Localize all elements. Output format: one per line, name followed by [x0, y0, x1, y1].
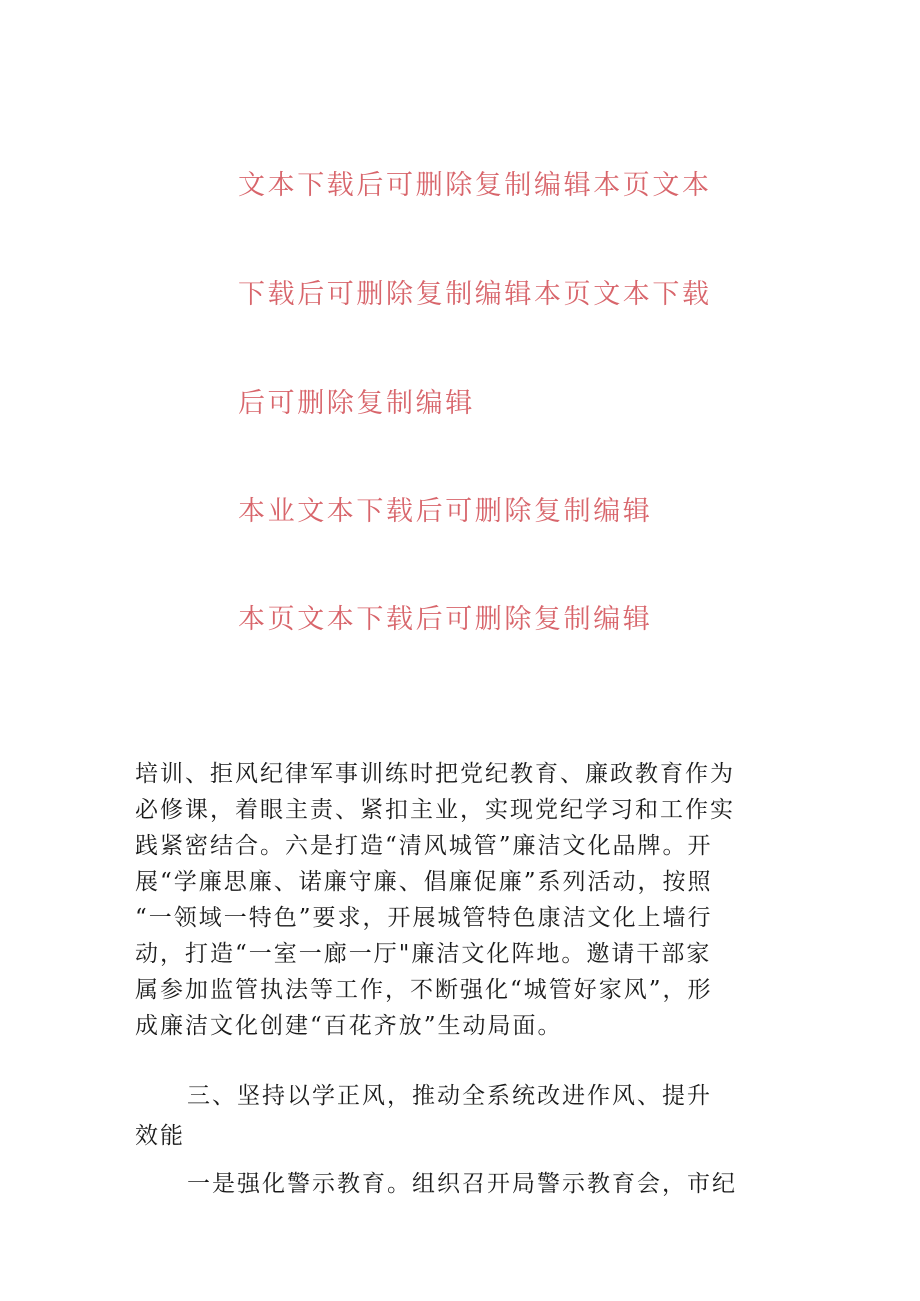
- text-line: 践紧密结合。六是打造“清风城管”廉洁文化品牌。开: [135, 833, 713, 859]
- text-line: 必修课，着眼主责、紧扣主业，实现党纪学习和工作实: [135, 797, 735, 823]
- text-line: 展“学廉思廉、诺廉守廉、倡廉促廉”系列活动，按照: [135, 869, 713, 895]
- watermark-line-3: 后可删除复制编辑: [238, 388, 475, 419]
- watermark-line-5: 本页文本下载后可删除复制编辑: [238, 604, 653, 635]
- text-line: 成廉洁文化创建“百花齐放”生动局面。: [135, 1013, 563, 1039]
- watermark-line-1: 文本下载后可删除复制编辑本页文本: [238, 170, 712, 201]
- text-line: 一是强化警示教育。组织召开局警示教育会，市纪: [187, 1171, 737, 1197]
- heading-line: 效能: [135, 1123, 185, 1149]
- text-line: “一领域一特色”要求，开展城管特色康洁文化上墙行: [135, 905, 713, 931]
- text-line: 动，打造“一室一廊一厅"廉洁文化阵地。邀请干部家: [135, 941, 712, 967]
- heading-line: 三、坚持以学正风，推动全系统改进作风、提升: [187, 1083, 712, 1109]
- watermark-line-2: 下载后可删除复制编辑本页文本下载: [238, 279, 712, 310]
- text-line: 属参加监管执法等工作，不断强化“城管好家风”，形: [135, 977, 713, 1003]
- text-line: 培训、拒风纪律军事训练时把党纪教育、廉政教育作为: [135, 761, 735, 787]
- watermark-line-4: 本业文本下载后可删除复制编辑: [238, 496, 653, 527]
